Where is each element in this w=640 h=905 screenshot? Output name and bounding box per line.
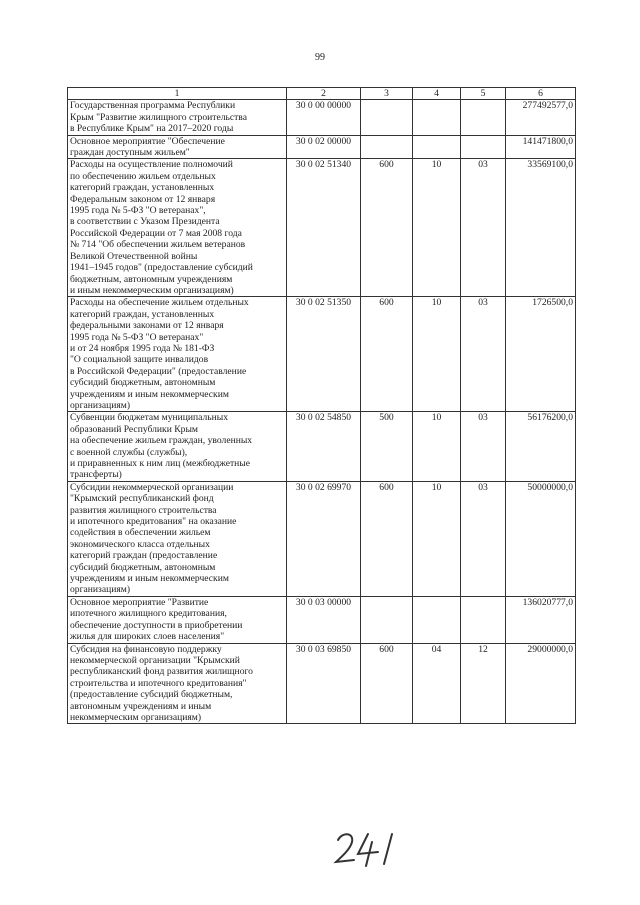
row-col4: 10 bbox=[413, 412, 461, 481]
handwritten-page-number bbox=[332, 828, 412, 868]
row-name: Субсидии некоммерческой организации "Крымский республиканский фонд развития жилищного строительства и ипотечного кредитования" на оказание содействия в обеспечении жильем экономического класса отдельных категорий граждан (предоставление субсидий бюджетным, автономным учреждениям и иным некоммерческим организациям) bbox=[68, 481, 287, 596]
table-row bbox=[68, 135, 576, 159]
header-col-1: 1 bbox=[68, 88, 287, 100]
row-col5 bbox=[461, 100, 506, 135]
row-amount: 1726500,0 bbox=[506, 297, 576, 412]
row-name: Субсидия на финансовую поддержку некоммерческой организации "Крымский республиканский фонд развития жилищного строительства и ипотечного кредитования" (предоставление субсидий бюджетным, автономным учреждениям и иным некоммерческим организациям) bbox=[68, 643, 287, 724]
row-col5: 03 bbox=[461, 297, 506, 412]
table-row bbox=[68, 481, 576, 596]
row-col5: 12 bbox=[461, 643, 506, 724]
row-col5 bbox=[461, 135, 506, 159]
header-col-6: 6 bbox=[506, 88, 576, 100]
row-name: Основное мероприятие "Обеспечение граждан доступным жильем" bbox=[68, 135, 287, 159]
row-col3: 600 bbox=[361, 643, 413, 724]
row-name: Расходы на осуществление полномочий по обеспечению жильем отдельных категорий граждан, установленных Федеральным законом от 12 января 1995 года № 5-ФЗ "О ветеранах", в соответствии с Указом Президента Российской Федерации от 7 мая 2008 года № 714 "Об обеспечении жильем ветеранов Великой Отечественной войны 1941–1945 годов" (предоставление субсидий бюджетным, автономным учреждениям и иным некоммерческим организациям) bbox=[68, 159, 287, 297]
header-col-2: 2 bbox=[287, 88, 361, 100]
row-col3: 600 bbox=[361, 481, 413, 596]
row-amount: 33569100,0 bbox=[506, 159, 576, 297]
row-code: 30 0 03 69850 bbox=[287, 643, 361, 724]
header-col-4: 4 bbox=[413, 88, 461, 100]
table-row bbox=[68, 297, 576, 412]
row-code: 30 0 02 51350 bbox=[287, 297, 361, 412]
row-amount: 29000000,0 bbox=[506, 643, 576, 724]
row-name: Основное мероприятие "Развитие ипотечного жилищного кредитования, обеспечение доступности в приобретении жилья для широких слоев населения" bbox=[68, 596, 287, 643]
row-col5: 03 bbox=[461, 481, 506, 596]
row-amount: 141471800,0 bbox=[506, 135, 576, 159]
row-code: 30 0 02 00000 bbox=[287, 135, 361, 159]
row-col3: 600 bbox=[361, 297, 413, 412]
row-name: Государственная программа Республики Крым "Развитие жилищного строительства в Республике Крым" на 2017–2020 годы bbox=[68, 100, 287, 135]
row-code: 30 0 02 51340 bbox=[287, 159, 361, 297]
table-row bbox=[68, 596, 576, 643]
row-col4: 10 bbox=[413, 481, 461, 596]
row-col3 bbox=[361, 100, 413, 135]
page-number: 99 bbox=[315, 52, 325, 63]
row-col5: 03 bbox=[461, 159, 506, 297]
table-row bbox=[68, 643, 576, 724]
row-col3: 600 bbox=[361, 159, 413, 297]
header-col-5: 5 bbox=[461, 88, 506, 100]
row-amount: 50000000,0 bbox=[506, 481, 576, 596]
table-row bbox=[68, 159, 576, 297]
row-col4: 04 bbox=[413, 643, 461, 724]
row-col5 bbox=[461, 596, 506, 643]
row-amount: 277492577,0 bbox=[506, 100, 576, 135]
row-code: 30 0 03 00000 bbox=[287, 596, 361, 643]
row-amount: 56176200,0 bbox=[506, 412, 576, 481]
row-col4 bbox=[413, 100, 461, 135]
table-row bbox=[68, 412, 576, 481]
header-row bbox=[68, 88, 576, 100]
table-row bbox=[68, 100, 576, 135]
row-col4 bbox=[413, 596, 461, 643]
row-col4: 10 bbox=[413, 159, 461, 297]
row-code: 30 0 02 54850 bbox=[287, 412, 361, 481]
row-code: 30 0 00 00000 bbox=[287, 100, 361, 135]
row-col5: 03 bbox=[461, 412, 506, 481]
row-name: Субвенции бюджетам муниципальных образований Республики Крым на обеспечение жильем граждан, уволенных с военной службы (службы), и приравненных к ним лиц (межбюджетные трансферты) bbox=[68, 412, 287, 481]
row-col3 bbox=[361, 596, 413, 643]
row-amount: 136020777,0 bbox=[506, 596, 576, 643]
row-name: Расходы на обеспечение жильем отдельных категорий граждан, установленных федеральными законами от 12 января 1995 года № 5-ФЗ "О ветеранах" и от 24 ноября 1995 года № 181-ФЗ "О социальной защите инвалидов в Российской Федерации" (предоставление субсидий бюджетным, автономным учреждениям и иным некоммерческим организациям) bbox=[68, 297, 287, 412]
budget-table bbox=[67, 87, 576, 724]
row-col4: 10 bbox=[413, 297, 461, 412]
header-col-3: 3 bbox=[361, 88, 413, 100]
row-col3: 500 bbox=[361, 412, 413, 481]
row-code: 30 0 02 69970 bbox=[287, 481, 361, 596]
row-col3 bbox=[361, 135, 413, 159]
row-col4 bbox=[413, 135, 461, 159]
